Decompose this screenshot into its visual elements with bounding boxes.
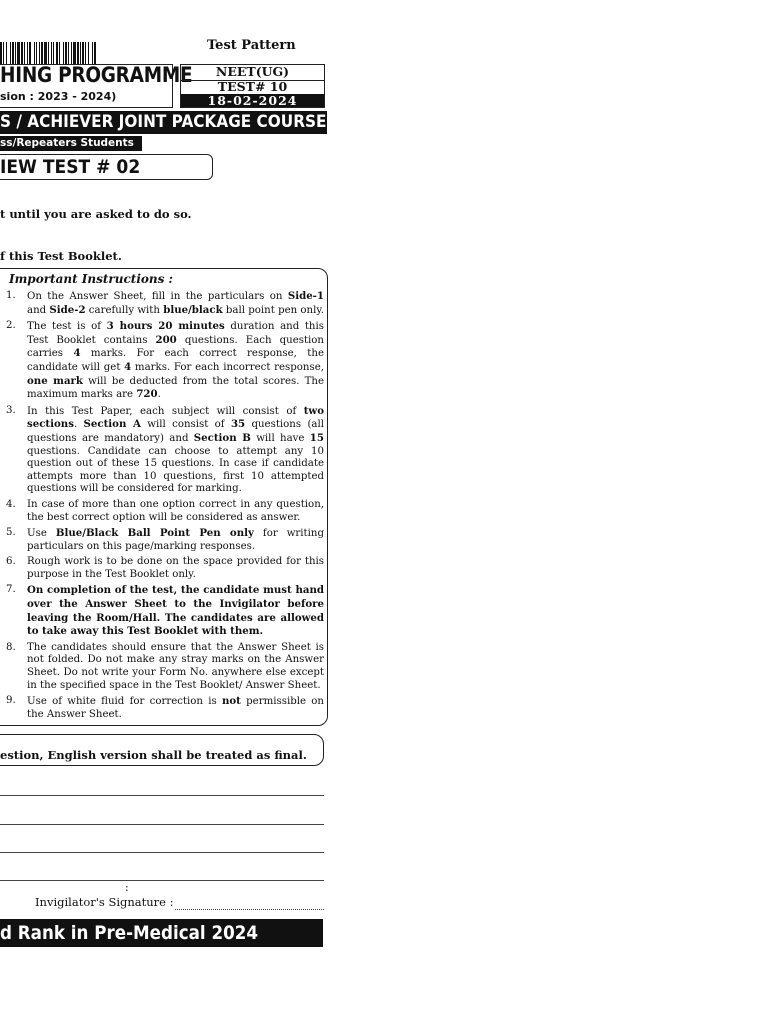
- field-colon: :: [125, 881, 129, 894]
- students-banner: ss/Repeaters Students: [0, 136, 142, 151]
- instruction-number: 2.: [6, 320, 16, 332]
- instruction-item: [6, 695, 324, 721]
- instruction-text: The test is of 3 hours 20 minutes duration and this Test Booklet contains 200 questions. Each question carries 4 marks. For each correct response, the candidate will get 4 marks. For each incorrect response, one mark will be deducted from the total scores. The maximum marks are 720.: [27, 320, 324, 401]
- rank-banner: [0, 919, 323, 947]
- rank-text: d Rank in Pre-Medical 2024: [0, 922, 258, 944]
- fill-line: [0, 852, 324, 853]
- instruction-text: On completion of the test, the candidate must hand over the Answer Sheet to the Invigilator before leaving the Room/Hall. The candidates are allowed to take away this Test Booklet with them.: [27, 584, 324, 638]
- instruction-text: On the Answer Sheet, fill in the particulars on Side-1 and Side-2 carefully with blue/black ball point pen only.: [27, 290, 325, 316]
- instruction-number: 4.: [6, 498, 16, 510]
- test-number: TEST# 10: [217, 79, 288, 94]
- instruction-text: In case of more than one option correct in any question, the best correct option will be considered as answer.: [27, 498, 324, 523]
- fill-line: [0, 795, 324, 796]
- test-date: 18-02-2024: [181, 94, 324, 107]
- instruction-number: 3.: [6, 404, 16, 416]
- fill-line: [0, 880, 324, 881]
- instruction-item: [6, 584, 324, 638]
- test-info-box: [180, 64, 325, 108]
- instruction-text: Use of white fluid for correction is not permissible on the Answer Sheet.: [27, 695, 324, 720]
- instruction-text: In this Test Paper, each subject will consist of two sections. Section A will consist of 35 questions (all questions are mandatory) and Section B will have 15 questions. Candidate can choose to attempt any 10 question out of these 15 questions. In case if candidate attempts more than 10 questions, first 10 attempted questions will be considered for marking.: [27, 404, 325, 495]
- instruction-text: Use Blue/Black Ball Point Pen only for writing particulars on this page/marking responses.: [27, 527, 324, 552]
- instruction-number: 6.: [6, 556, 16, 568]
- review-test-title: IEW TEST # 02: [0, 156, 141, 178]
- open-warning-note: t until you are asked to do so.: [0, 207, 192, 221]
- instruction-item: [6, 405, 324, 496]
- instruction-item: [6, 290, 324, 317]
- instruction-number: 5.: [6, 527, 16, 539]
- instruction-text: The candidates should ensure that the Answer Sheet is not folded. Do not make any stray marks on the Answer Sheet. Do not write your Form No. anywhere else except in the specified space in the Test Booklet/ Answer Sheet.: [27, 641, 324, 691]
- instructions-heading: Important Instructions :: [9, 272, 173, 286]
- signature-line: [175, 909, 324, 910]
- fill-line: [0, 824, 324, 825]
- instruction-number: 1.: [6, 290, 16, 301]
- booklet-note: f this Test Booklet.: [0, 249, 122, 263]
- instruction-item: [6, 642, 324, 692]
- course-banner: [0, 111, 327, 134]
- programme-title: HING PROGRAMME: [0, 63, 193, 87]
- instruction-text: Rough work is to be done on the space provided for this purpose in the Test Booklet only.: [27, 556, 324, 580]
- course-title: S / ACHIEVER JOINT PACKAGE COURSE: [0, 112, 327, 132]
- barcode: [0, 42, 172, 64]
- instructions-list: [6, 290, 324, 724]
- test-pattern-label: Test Pattern: [207, 38, 296, 53]
- instruction-item: [6, 556, 324, 581]
- instruction-item: [6, 320, 324, 402]
- instruction-number: 8.: [6, 641, 16, 653]
- instruction-number: 9.: [6, 695, 16, 707]
- invigilator-signature-label: Invigilator's Signature :: [35, 895, 174, 909]
- exam-label: NEET(UG): [181, 65, 324, 81]
- session-label: sion : 2023 - 2024): [0, 90, 117, 103]
- instruction-item: [6, 499, 324, 524]
- instruction-item: [6, 527, 324, 553]
- language-note: estion, English version shall be treated as final.: [0, 748, 307, 762]
- instruction-number: 7.: [6, 584, 16, 596]
